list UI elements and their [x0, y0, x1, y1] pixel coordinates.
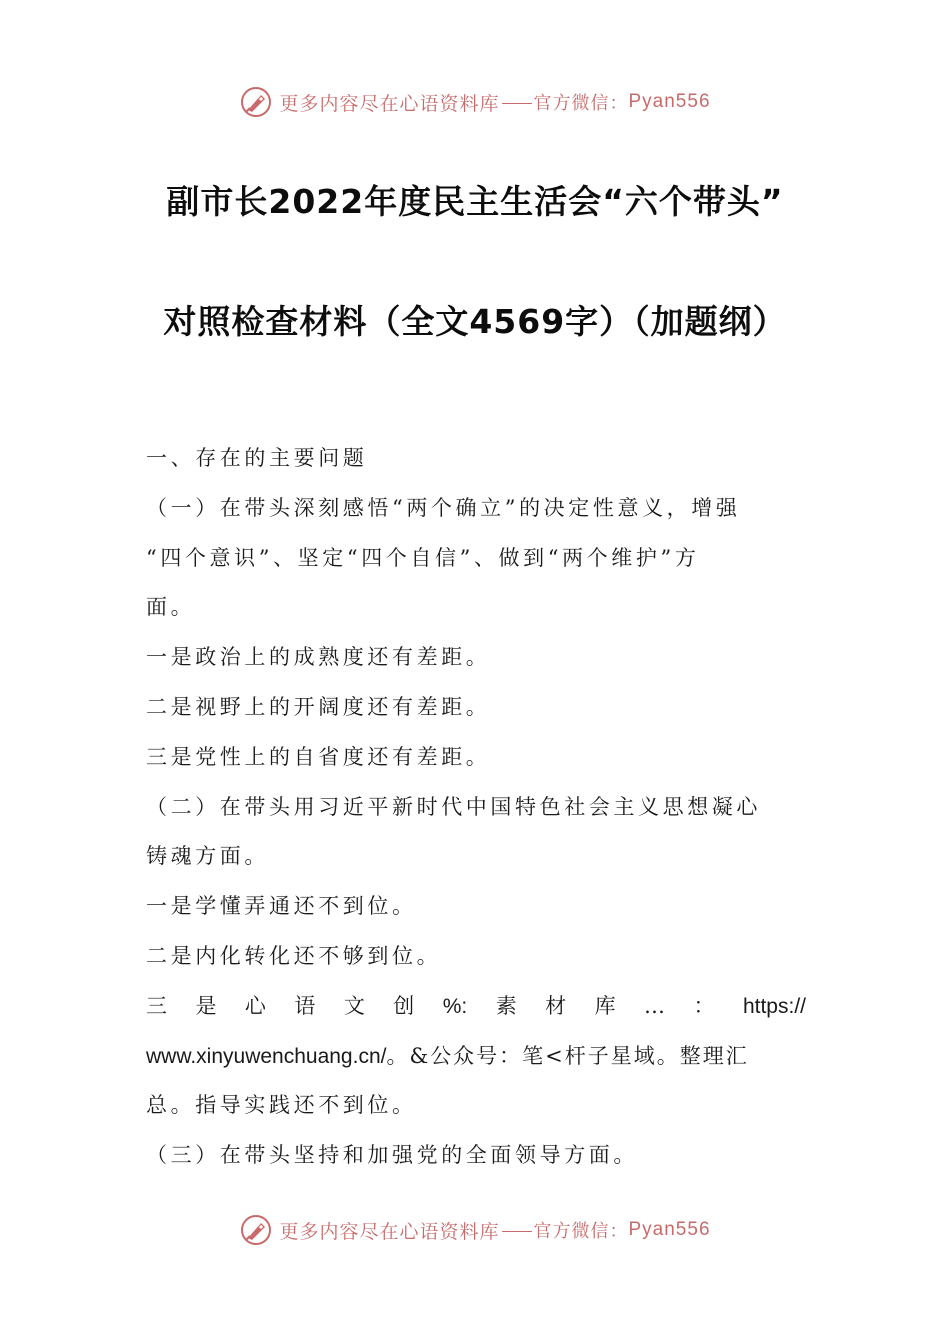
paragraph-line: （二）在带头用习近平新时代中国特色社会主义思想凝心 — [146, 794, 761, 819]
paragraph-text: 。&公众号：笔<杆子星域。整理汇 — [386, 1043, 749, 1068]
justified-char: 语 — [294, 993, 316, 1018]
justified-char: 文 — [343, 993, 365, 1018]
paragraph-line: （一）在带头深刻感悟“两个确立”的决定性意义，增强 — [146, 495, 741, 520]
justified-char: 是 — [195, 993, 217, 1018]
justified-url-start: https:// — [742, 994, 806, 1018]
paragraph-line — [146, 1032, 806, 1082]
header-wechat-label: 官方微信： — [533, 93, 629, 114]
justified-char: %: — [442, 994, 468, 1018]
document-body — [146, 434, 806, 1181]
justified-char: 库 — [594, 993, 616, 1018]
justified-char: ： — [693, 993, 715, 1018]
paragraph-line: 一是学懂弄通还不到位。 — [146, 894, 417, 919]
header-banner — [0, 82, 950, 122]
header-wechat-id: Pyan556 — [628, 91, 711, 112]
footer-dash — [502, 1231, 532, 1232]
paragraph-line: 总。指导实践还不到位。 — [146, 1093, 417, 1118]
document-title-line-2: 对照检查材料（全文4569字）（加题纲） — [163, 302, 787, 341]
paragraph-line: （三）在带头坚持和加强党的全面领导方面。 — [146, 1143, 638, 1168]
paragraph-line: 三是党性上的自省度还有差距。 — [146, 744, 491, 769]
justified-char: 创 — [393, 993, 415, 1018]
website-url: www.xinyuwenchuang.cn/ — [146, 1044, 387, 1068]
footer-wechat-label: 官方微信： — [533, 1221, 629, 1242]
paragraph-line: 铸魂方面。 — [146, 844, 269, 869]
justified-char: … — [644, 993, 666, 1018]
paragraph-line-justified — [146, 982, 806, 1032]
document-title-line-1: 副市长2022年度民主生活会“六个带头” — [166, 182, 784, 221]
footer-banner — [0, 1210, 950, 1250]
section-heading: 一、存在的主要问题 — [146, 446, 368, 470]
paragraph-line: 一是政治上的成熟度还有差距。 — [146, 645, 491, 670]
footer-slogan: 更多内容尽在心语资料库 — [279, 1220, 500, 1243]
footer-wechat-id: Pyan556 — [628, 1219, 711, 1240]
paragraph-line: 二是视野上的开阔度还有差距。 — [146, 694, 491, 719]
header-dash — [502, 103, 532, 104]
header-slogan: 更多内容尽在心语资料库 — [279, 92, 500, 115]
paragraph-line: 二是内化转化还不够到位。 — [146, 943, 442, 968]
justified-char: 心 — [244, 993, 266, 1018]
justified-char: 素 — [495, 993, 517, 1018]
justified-char: 三 — [146, 993, 167, 1018]
justified-char: 材 — [545, 993, 567, 1018]
paragraph-line: “四个意识”、坚定“四个自信”、做到“两个维护”方 — [146, 545, 700, 570]
pen-nib-logo-icon — [239, 1213, 273, 1247]
paragraph-line: 面。 — [146, 595, 196, 620]
pen-nib-logo-icon — [239, 85, 273, 119]
